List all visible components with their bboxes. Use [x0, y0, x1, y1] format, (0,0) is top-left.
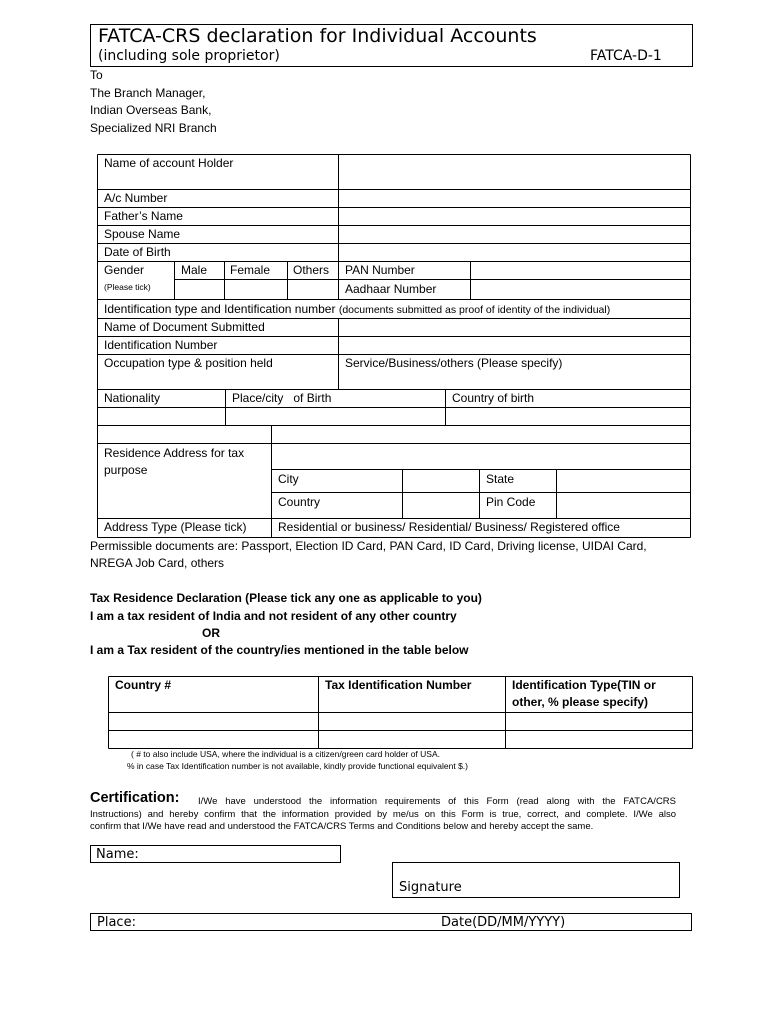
label-id-number: Identification Number	[104, 338, 218, 352]
address-line-2: Indian Overseas Bank,	[90, 103, 212, 117]
label-residence-1: Residence Address for tax	[104, 446, 245, 460]
label-state: State	[486, 472, 515, 486]
certification-line-2: Instructions) and hereby confirm that the information provided by me/us on this Form is true, correct, and complete. I/We also	[90, 809, 676, 820]
label-place-birth: Place/city of Birth	[232, 391, 332, 405]
label-aadhaar: Aadhaar Number	[345, 282, 437, 296]
label-residence-2: purpose	[104, 463, 148, 477]
label-gender: Gender	[104, 263, 145, 277]
name-field[interactable]	[90, 845, 341, 863]
label-city: City	[278, 472, 299, 486]
label-nationality: Nationality	[104, 391, 161, 405]
label-id-type-note: (documents submitted as proof of identity of the individual)	[338, 304, 611, 316]
label-country-birth: Country of birth	[452, 391, 535, 405]
address-line-1: The Branch Manager,	[90, 86, 206, 100]
tax-decl-option-1: I am a tax resident of India and not resident of any other country	[90, 609, 457, 623]
tax-decl-or: OR	[202, 626, 220, 640]
label-dob: Date of Birth	[104, 245, 171, 259]
form-code: FATCA-D-1	[590, 48, 662, 64]
form-title: FATCA-CRS declaration for Individual Accounts	[98, 25, 537, 47]
date-label: Date(DD/MM/YYYY)	[441, 914, 566, 930]
tax-table-col-id-type-1: Identification Type(TIN or	[512, 678, 656, 692]
address-line-3: Specialized NRI Branch	[90, 121, 217, 135]
signature-box[interactable]	[392, 862, 680, 898]
form-subtitle: (including sole proprietor)	[98, 48, 280, 64]
label-father-name: Father’s Name	[104, 209, 183, 223]
label-service: Service/Business/others (Please specify)	[345, 356, 563, 370]
tax-decl-heading: Tax Residence Declaration (Please tick any one as applicable to you)	[90, 591, 482, 605]
label-male: Male	[181, 263, 208, 277]
label-pan: PAN Number	[345, 263, 415, 277]
certification-line-3: confirm that I/We have read and understood the FATCA/CRS Terms and Conditions below and hereby accept the same.	[90, 821, 594, 832]
label-id-type-main: Identification type and Identification number	[104, 302, 336, 316]
certification-heading: Certification:	[90, 790, 180, 806]
tax-decl-option-2: I am a Tax resident of the country/ies mentioned in the table below	[90, 643, 469, 657]
label-country: Country	[278, 495, 321, 509]
label-pin: Pin Code	[486, 495, 536, 509]
label-others: Others	[293, 263, 330, 277]
tax-table-col-id-type-2: other, % please specify)	[512, 695, 649, 709]
label-occupation: Occupation type & position held	[104, 356, 273, 370]
label-ac-number: A/c Number	[104, 191, 168, 205]
signature-label: Signature	[399, 880, 462, 895]
name-label: Name:	[96, 846, 139, 862]
tax-table-note-1: ( # to also include USA, where the individual is a citizen/green card holder of USA.	[131, 749, 440, 759]
label-female: Female	[230, 263, 271, 277]
label-addr-options: Residential or business/ Residential/ Business/ Registered office	[278, 520, 620, 534]
permissible-docs-line-2: NREGA Job Card, others	[90, 556, 225, 570]
permissible-docs-line-1: Permissible documents are: Passport, Election ID Card, PAN Card, ID Card, Driving license, UIDAI Card,	[90, 539, 647, 553]
place-label: Place:	[97, 914, 136, 930]
label-doc-submitted: Name of Document Submitted	[104, 320, 265, 334]
tax-table-col-tin: Tax Identification Number	[325, 678, 472, 692]
place-date-field[interactable]	[90, 913, 692, 931]
label-spouse-name: Spouse Name	[104, 227, 181, 241]
address-to: To	[90, 68, 103, 82]
tax-table-note-2: % in case Tax Identification number is not available, kindly provide functional equivalent $.)	[127, 761, 468, 771]
label-addr-type: Address Type (Please tick)	[104, 520, 247, 534]
tax-table-col-country: Country #	[115, 678, 172, 692]
label-please-tick: (Please tick)	[104, 282, 151, 292]
label-account-holder: Name of account Holder	[104, 156, 234, 170]
certification-line-1: I/We have understood the information requirements of this Form (read along with the FATCA/CRS	[198, 796, 676, 807]
